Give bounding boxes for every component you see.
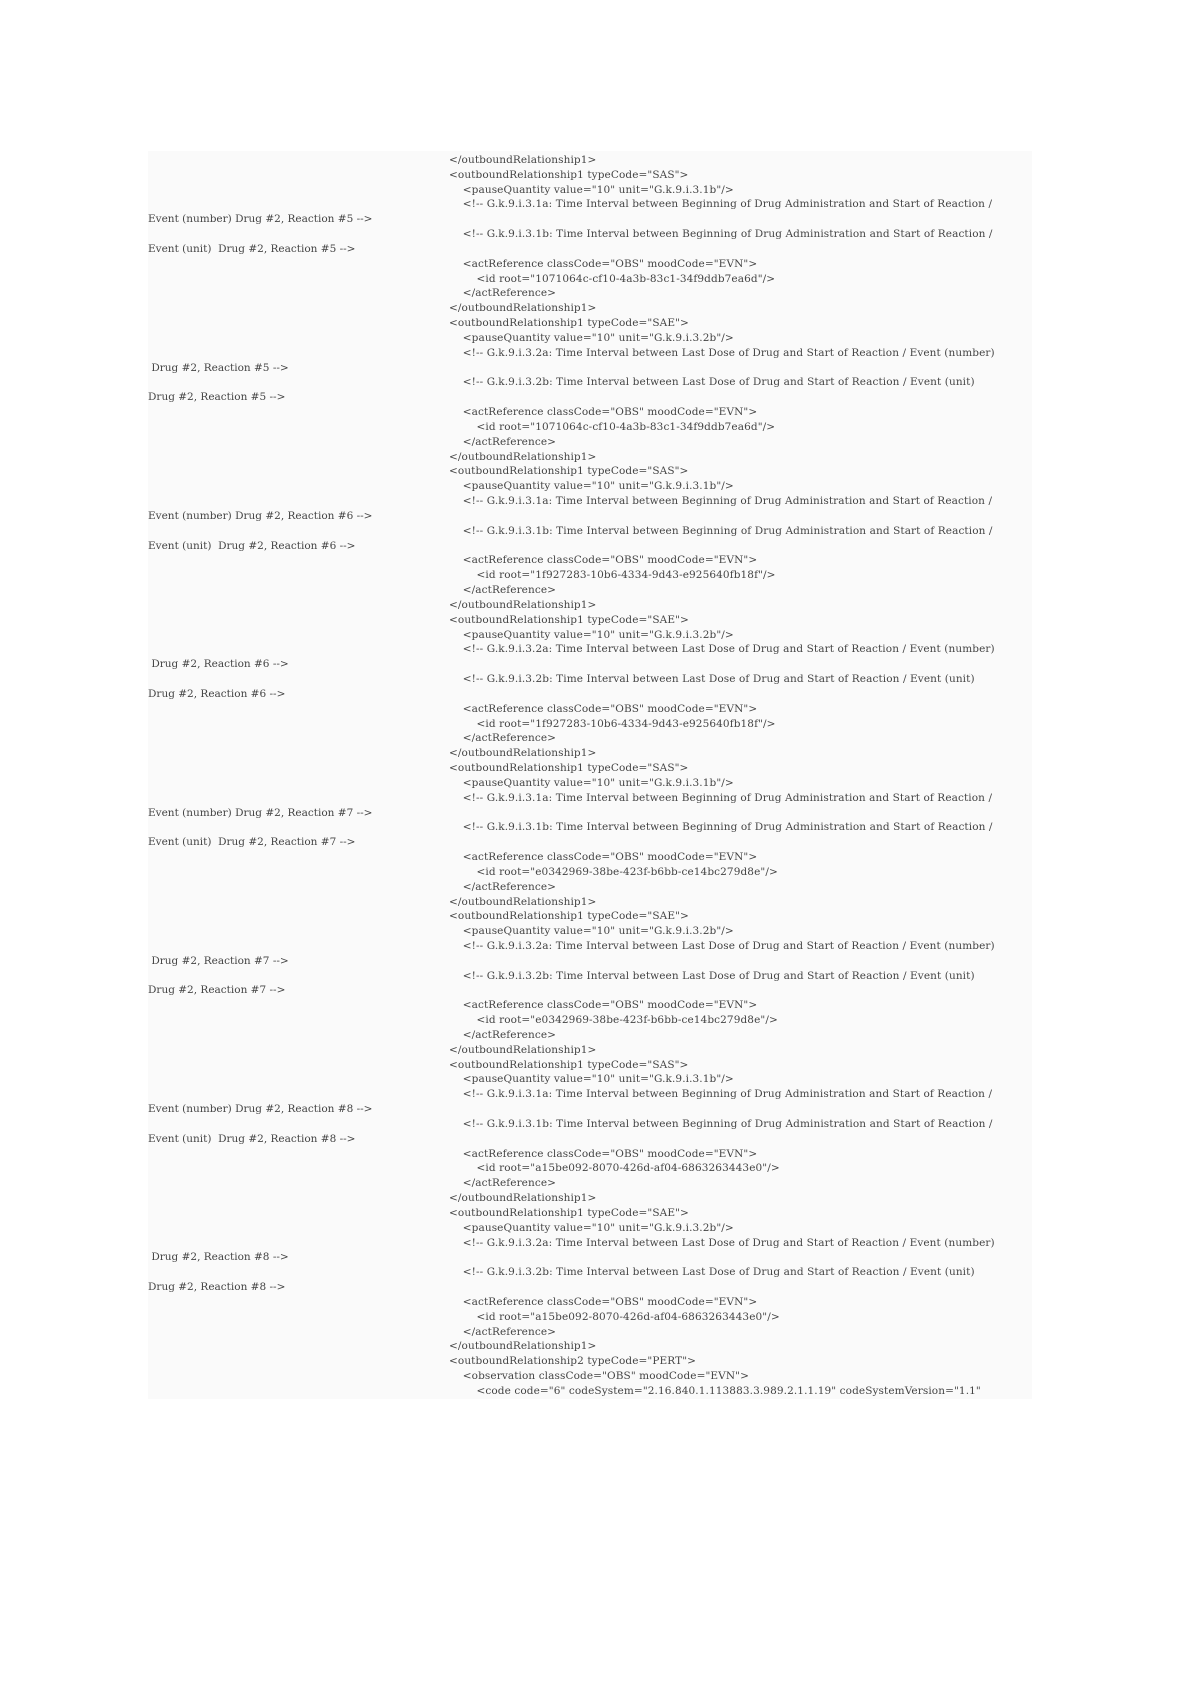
code-line: <outboundRelationship1 typeCode="SAS">	[449, 762, 689, 775]
code-line: <actReference classCode="OBS" moodCode="EVN">	[449, 257, 758, 270]
code-line: <pauseQuantity value="10" unit="G.k.9.i.3.1b"/>	[449, 776, 734, 789]
continuation-text: Event (number) Drug #2, Reaction #8 -->	[148, 1103, 373, 1116]
code-line: <outboundRelationship1 typeCode="SAS">	[449, 168, 689, 181]
code-line: <observation classCode="OBS" moodCode="EVN">	[449, 1370, 749, 1383]
continuation-text: Event (number) Drug #2, Reaction #6 -->	[148, 509, 373, 522]
code-line: <pauseQuantity value="10" unit="G.k.9.i.3.2b"/>	[449, 925, 734, 938]
code-line: <actReference classCode="OBS" moodCode="EVN">	[449, 702, 758, 715]
code-line: <!-- G.k.9.i.3.2b: Time Interval between Last Dose of Drug and Start of Reaction / Event (unit)	[449, 1266, 975, 1279]
code-line: <actReference classCode="OBS" moodCode="EVN">	[449, 406, 758, 419]
code-line: </outboundRelationship1>	[449, 450, 597, 463]
xml-code-block	[449, 151, 1049, 1399]
code-line: <!-- G.k.9.i.3.2a: Time Interval between Last Dose of Drug and Start of Reaction / Event (number)	[449, 346, 995, 359]
continuation-text: Drug #2, Reaction #6 -->	[148, 687, 286, 700]
code-line: <!-- G.k.9.i.3.1b: Time Interval between Beginning of Drug Administration and Start of Reaction /	[449, 1117, 993, 1130]
code-line: <id root="e0342969-38be-423f-b6bb-ce14bc279d8e"/>	[449, 865, 778, 878]
code-line: <pauseQuantity value="10" unit="G.k.9.i.3.2b"/>	[449, 331, 734, 344]
code-line: <outboundRelationship1 typeCode="SAE">	[449, 910, 689, 923]
code-line: <actReference classCode="OBS" moodCode="EVN">	[449, 1295, 758, 1308]
continuation-text: Drug #2, Reaction #8 -->	[148, 1251, 289, 1264]
code-line: <actReference classCode="OBS" moodCode="EVN">	[449, 999, 758, 1012]
continuation-text: Drug #2, Reaction #5 -->	[148, 391, 286, 404]
code-line: <id root="e0342969-38be-423f-b6bb-ce14bc279d8e"/>	[449, 1014, 778, 1027]
code-line: <actReference classCode="OBS" moodCode="EVN">	[449, 851, 758, 863]
continuation-text: Drug #2, Reaction #6 -->	[148, 658, 289, 671]
code-line: <!-- G.k.9.i.3.1a: Time Interval between Beginning of Drug Administration and Start of Reaction /	[449, 791, 993, 804]
code-line: <pauseQuantity value="10" unit="G.k.9.i.3.2b"/>	[449, 1221, 734, 1234]
code-line: <id root="1f927283-10b6-4334-9d43-e925640fb18f"/>	[449, 717, 776, 730]
code-line: <id root="1071064c-cf10-4a3b-83c1-34f9ddb7ea6d"/>	[449, 272, 776, 285]
continuation-column	[148, 151, 448, 1399]
code-line: <pauseQuantity value="10" unit="G.k.9.i.3.1b"/>	[449, 1073, 734, 1086]
continuation-text: Event (unit) Drug #2, Reaction #5 -->	[148, 242, 356, 255]
code-line: <actReference classCode="OBS" moodCode="EVN">	[449, 554, 758, 567]
code-line: <!-- G.k.9.i.3.2b: Time Interval between Last Dose of Drug and Start of Reaction / Event (unit)	[449, 376, 975, 389]
code-line: <!-- G.k.9.i.3.1b: Time Interval between Beginning of Drug Administration and Start of Reaction /	[449, 821, 993, 834]
code-line: <!-- G.k.9.i.3.2b: Time Interval between Last Dose of Drug and Start of Reaction / Event (unit)	[449, 673, 975, 686]
code-line: <outboundRelationship1 typeCode="SAE">	[449, 1206, 689, 1219]
code-line: </actReference>	[449, 435, 557, 448]
code-line: <actReference classCode="OBS" moodCode="EVN">	[449, 1147, 758, 1160]
continuation-text: Drug #2, Reaction #8 -->	[148, 1281, 286, 1294]
code-line: </outboundRelationship1>	[449, 154, 597, 166]
code-line: <outboundRelationship1 typeCode="SAS">	[449, 1058, 689, 1071]
code-line: <!-- G.k.9.i.3.2b: Time Interval between Last Dose of Drug and Start of Reaction / Event (unit)	[449, 969, 975, 982]
code-line: <pauseQuantity value="10" unit="G.k.9.i.3.1b"/>	[449, 183, 734, 196]
code-line: <id root="1f927283-10b6-4334-9d43-e925640fb18f"/>	[449, 569, 776, 582]
code-line: </outboundRelationship1>	[449, 302, 597, 315]
continuation-text: Drug #2, Reaction #7 -->	[148, 954, 289, 967]
continuation-text: Event (number) Drug #2, Reaction #5 -->	[148, 213, 373, 226]
code-line: </outboundRelationship1>	[449, 1043, 597, 1056]
code-line: <id root="1071064c-cf10-4a3b-83c1-34f9ddb7ea6d"/>	[449, 420, 776, 433]
code-line: <!-- G.k.9.i.3.1a: Time Interval between Beginning of Drug Administration and Start of Reaction /	[449, 198, 993, 211]
code-line: <!-- G.k.9.i.3.1b: Time Interval between Beginning of Drug Administration and Start of Reaction /	[449, 524, 993, 537]
code-line: <id root="a15be092-8070-426d-af04-6863263443e0"/>	[449, 1310, 780, 1323]
continuation-text: Drug #2, Reaction #5 -->	[148, 361, 289, 374]
continuation-text: Event (unit) Drug #2, Reaction #6 -->	[148, 539, 356, 552]
code-line: </actReference>	[449, 287, 557, 300]
code-line: </actReference>	[449, 1177, 557, 1190]
code-line: </outboundRelationship1>	[449, 747, 597, 760]
code-line: <outboundRelationship1 typeCode="SAS">	[449, 465, 689, 478]
code-line: </actReference>	[449, 1325, 557, 1338]
code-line: <!-- G.k.9.i.3.1a: Time Interval between Beginning of Drug Administration and Start of Reaction /	[449, 1088, 993, 1101]
code-line: <outboundRelationship1 typeCode="SAE">	[449, 613, 689, 626]
code-line: <code code="6" codeSystem="2.16.840.1.113883.3.989.2.1.1.19" codeSystemVersion="1.1"	[449, 1384, 981, 1397]
code-line: </outboundRelationship1>	[449, 1192, 597, 1205]
code-line: <outboundRelationship1 typeCode="SAE">	[449, 317, 689, 330]
code-line: </outboundRelationship1>	[449, 895, 597, 908]
code-line: <pauseQuantity value="10" unit="G.k.9.i.3.1b"/>	[449, 480, 734, 493]
code-line: </actReference>	[449, 584, 557, 597]
code-line: </actReference>	[449, 732, 557, 745]
code-line: <!-- G.k.9.i.3.1a: Time Interval between Beginning of Drug Administration and Start of Reaction /	[449, 495, 993, 508]
continuation-text: Event (unit) Drug #2, Reaction #8 -->	[148, 1132, 356, 1145]
code-line: </actReference>	[449, 1028, 557, 1041]
code-line: <!-- G.k.9.i.3.2a: Time Interval between Last Dose of Drug and Start of Reaction / Event (number)	[449, 643, 995, 656]
code-line: <!-- G.k.9.i.3.2a: Time Interval between Last Dose of Drug and Start of Reaction / Event (number)	[449, 939, 995, 952]
code-line: <id root="a15be092-8070-426d-af04-6863263443e0"/>	[449, 1162, 780, 1175]
code-line: <!-- G.k.9.i.3.2a: Time Interval between Last Dose of Drug and Start of Reaction / Event (number)	[449, 1236, 995, 1249]
code-line: <pauseQuantity value="10" unit="G.k.9.i.3.2b"/>	[449, 628, 734, 641]
code-line: </outboundRelationship1>	[449, 598, 597, 611]
code-line: <outboundRelationship2 typeCode="PERT">	[449, 1355, 697, 1368]
continuation-text: Event (unit) Drug #2, Reaction #7 -->	[148, 836, 356, 849]
code-line: </outboundRelationship1>	[449, 1340, 597, 1353]
continuation-text: Drug #2, Reaction #7 -->	[148, 984, 286, 997]
code-line: </actReference>	[449, 880, 557, 893]
code-line: <!-- G.k.9.i.3.1b: Time Interval between Beginning of Drug Administration and Start of Reaction /	[449, 228, 993, 241]
continuation-text: Event (number) Drug #2, Reaction #7 -->	[148, 806, 373, 819]
